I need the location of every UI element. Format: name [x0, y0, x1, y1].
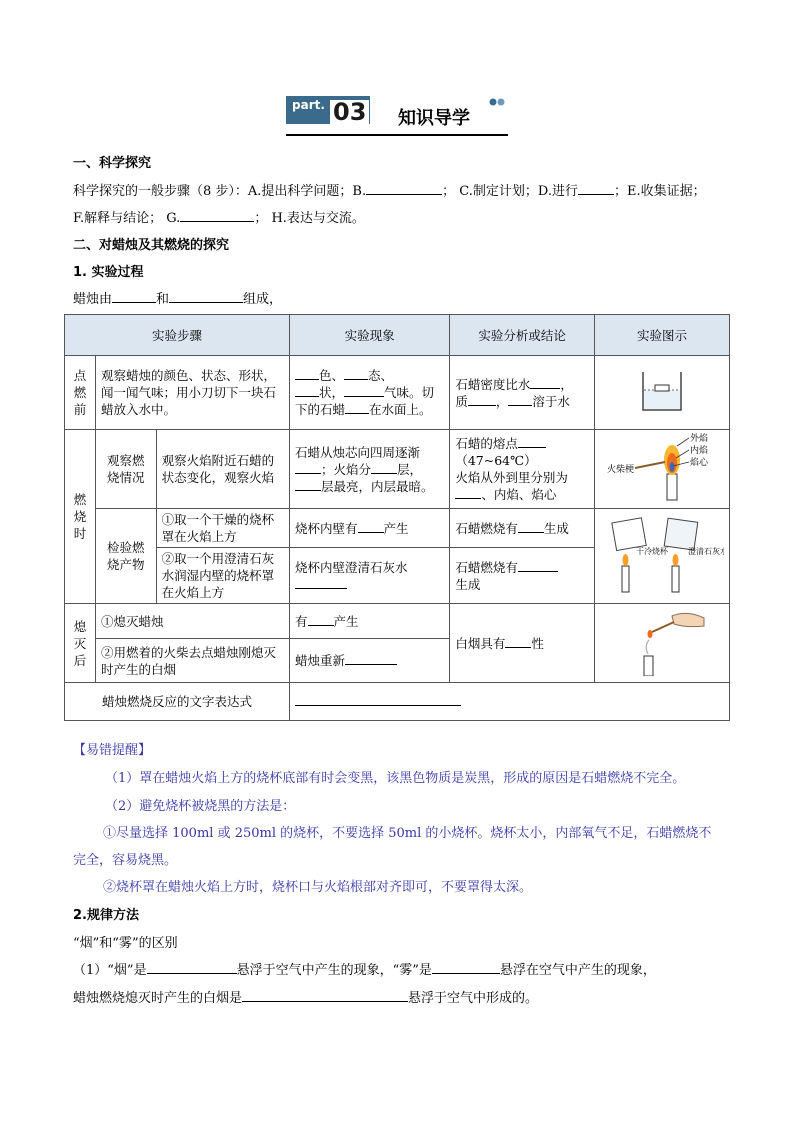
- text: 质: [455, 393, 468, 409]
- header-conclusion: 实验分析或结论: [450, 315, 595, 356]
- tips-p4: ②烧杯罩在蜡烛火焰上方时，烧杯口与火焰根部对齐即可，不要罩得太深。: [103, 880, 533, 895]
- steps-line-1: [73, 180, 706, 199]
- figure-cell: [594, 604, 729, 683]
- section-heading-2: 二、对蜡烛及其燃烧的探究: [73, 238, 230, 253]
- blank[interactable]: [518, 559, 558, 572]
- phenomenon-cell: [290, 548, 450, 604]
- phenomenon-cell: [290, 604, 450, 639]
- blank[interactable]: [358, 520, 384, 533]
- conclusion-cell: [450, 430, 595, 509]
- phenomenon-cell: [290, 430, 450, 509]
- text: 白烟具有: [455, 635, 506, 651]
- candle-composition: [73, 288, 282, 307]
- tips-p3b: 完全，容易烧黑。: [73, 853, 178, 868]
- step-cell: 观察蜡烛的颜色、状态、形状，闻一闻气味；用小刀切下一块石蜡放入水中。: [95, 356, 289, 430]
- smoke-fog-line-2: [73, 987, 538, 1006]
- text: 层，: [397, 461, 423, 477]
- blank[interactable]: [169, 290, 243, 303]
- text: 石蜡燃烧有: [455, 559, 518, 575]
- tips-p1: （1）罩在蜡烛火焰上方的烧杯底部有时会变黑，该黑色物质是炭黑，形成的原因是石蜡燃烧不完全。: [105, 771, 686, 786]
- label-limewater: 澄清石灰水: [687, 547, 724, 556]
- text: F.解释与结论； G.: [73, 211, 181, 226]
- conclusion-cell: [450, 356, 595, 430]
- blank[interactable]: [112, 290, 156, 303]
- blank[interactable]: [295, 576, 347, 589]
- text: 在水面上。: [369, 402, 432, 417]
- text: ，: [560, 376, 573, 392]
- blank[interactable]: [344, 367, 368, 380]
- blank[interactable]: [508, 393, 532, 406]
- text: 有: [295, 613, 308, 629]
- text: ； H.表达与交流。: [254, 211, 365, 226]
- text: 悬浮于空气中产生的现象，“雾”是: [236, 963, 432, 978]
- section-heading-3: 2.规律方法: [73, 908, 139, 923]
- phenomenon-cell: [290, 356, 450, 430]
- text: 石蜡燃烧有: [455, 520, 518, 536]
- relight-smoke-icon: [612, 606, 712, 676]
- blank[interactable]: [432, 961, 500, 974]
- tips-p2: （2）避免烧杯被烧黑的方法是：: [105, 799, 296, 814]
- text: 悬浮于空气中形成的。: [408, 991, 539, 1006]
- text: 科学探究的一般步骤（8 步）：A.提出科学问题；B.: [73, 184, 367, 199]
- blank[interactable]: [308, 613, 334, 626]
- part-number: 03: [330, 100, 369, 124]
- table-row: [65, 356, 730, 430]
- banner-underline: [286, 134, 508, 136]
- blank-b[interactable]: [366, 182, 442, 195]
- text: ；E.收集证据；: [613, 184, 706, 199]
- blank[interactable]: [505, 635, 531, 648]
- text: 气味。切下的石蜡: [295, 385, 435, 417]
- conclusion-cell: [450, 548, 595, 604]
- subheading-process: 1. 实验过程: [73, 265, 144, 280]
- beaker-water-icon: [637, 368, 687, 414]
- section-banner: [286, 96, 508, 138]
- text: 产生: [333, 613, 359, 629]
- text: 烧杯内壁有: [295, 520, 358, 536]
- text: 石蜡的熔点: [455, 436, 518, 451]
- blank-g[interactable]: [180, 209, 254, 222]
- label-outer: 外焰: [689, 434, 708, 444]
- text: 悬浮在空气中产生的现象，: [499, 963, 656, 978]
- table-row: [65, 683, 730, 721]
- equation-cell: [290, 683, 730, 721]
- text: 溶于水: [532, 393, 570, 409]
- table-row: [65, 509, 730, 548]
- text: ； C.制定计划；D.进行: [442, 184, 578, 199]
- text: 性: [531, 635, 544, 651]
- group-burning: 燃烧时: [65, 430, 96, 604]
- conclusion-cell: [450, 509, 595, 548]
- table-row: [65, 430, 730, 509]
- header-phenomenon: 实验现象: [290, 315, 450, 356]
- text: 、内焰、焰心: [481, 487, 557, 502]
- text: （1）“烟”是: [73, 963, 147, 978]
- text: 产生: [383, 520, 409, 536]
- text: 烧杯内壁澄清石灰水: [295, 559, 408, 575]
- banner-title: 知识导学: [398, 108, 470, 129]
- header-figure: 实验图示: [594, 315, 729, 356]
- figure-cell: [594, 356, 729, 430]
- label-inner: 内焰: [689, 446, 708, 456]
- flame-layers-icon: [607, 432, 717, 502]
- text: 生成: [455, 576, 481, 592]
- step-cell: ②取一个用澄清石灰水润湿内壁的烧杯罩在火焰上方: [156, 548, 289, 604]
- blank[interactable]: [345, 401, 369, 414]
- blank[interactable]: [468, 393, 496, 406]
- text: （47~64℃）: [455, 453, 537, 468]
- experiment-table: [64, 314, 730, 721]
- text: 色、: [319, 368, 345, 383]
- text: 生成: [543, 520, 569, 536]
- step-cell: ②用燃着的火柴去点蜡烛刚熄灭时产生的白烟: [95, 639, 289, 683]
- blank-equation[interactable]: [295, 693, 461, 706]
- equation-label: 蜡烛燃烧反应的文字表达式: [65, 683, 290, 721]
- text: ，: [495, 393, 509, 409]
- header-step: 实验步骤: [65, 315, 290, 356]
- blank[interactable]: [530, 376, 560, 389]
- figure-cell: [594, 430, 729, 509]
- blank[interactable]: [242, 989, 408, 1002]
- blank[interactable]: [518, 520, 544, 533]
- blank[interactable]: [147, 961, 237, 974]
- text: 态、: [368, 368, 394, 383]
- text: 状，: [319, 385, 345, 400]
- conclusion-cell: [450, 604, 595, 683]
- group-after: 熄灭后: [65, 604, 96, 683]
- text: 石蜡从烛芯向四周逐渐: [295, 444, 421, 460]
- text: 蜡烛燃烧熄灭时产生的白烟是: [73, 991, 243, 1006]
- blank[interactable]: [345, 652, 397, 665]
- text: ；火焰分: [321, 461, 372, 477]
- text: 层最亮，内层最暗。: [321, 478, 434, 494]
- blank[interactable]: [344, 384, 384, 397]
- phenomenon-cell: [290, 509, 450, 548]
- steps-line-2: [73, 207, 365, 226]
- step-cell: ①熄灭蜡烛: [95, 604, 289, 639]
- table-header-row: [65, 315, 730, 356]
- step-cell: ①取一个干燥的烧杯罩在火焰上方: [156, 509, 289, 548]
- phenomenon-cell: [290, 639, 450, 683]
- part-label: part.: [292, 98, 325, 112]
- sub-observe: 观察燃烧情况: [95, 430, 156, 509]
- group-before: 点燃前: [65, 356, 96, 430]
- smoke-fog-line-1: [73, 959, 656, 978]
- blank[interactable]: [295, 384, 319, 397]
- step-cell: 观察火焰附近石蜡的状态变化，观察火焰: [156, 430, 289, 509]
- blank-d[interactable]: [578, 182, 614, 195]
- text: 和: [156, 292, 170, 307]
- figure-cell: [594, 509, 729, 604]
- table-row: [65, 604, 730, 639]
- label-dry-beaker: 干冷烧杯: [635, 547, 668, 556]
- section-heading-1: 一、科学探究: [73, 156, 152, 171]
- label-stick: 火柴梗: [606, 465, 634, 475]
- label-core: 焰心: [689, 458, 708, 468]
- sub-products: 检验燃烧产物: [95, 509, 156, 604]
- smoke-fog-title: “烟”和“雾”的区别: [73, 936, 178, 951]
- blank[interactable]: [295, 461, 321, 474]
- text: 火焰从外到里分别为: [455, 470, 568, 485]
- blank[interactable]: [455, 486, 481, 499]
- beakers-over-candles-icon: [600, 514, 724, 594]
- decorative-dots-icon: [488, 96, 506, 108]
- text: 蜡烛由: [73, 292, 113, 307]
- blank[interactable]: [371, 461, 397, 474]
- text: 石蜡密度比水: [455, 376, 531, 392]
- text: 蜡烛重新: [295, 653, 346, 669]
- blank[interactable]: [518, 435, 546, 448]
- text: 组成，: [243, 292, 283, 307]
- blank[interactable]: [295, 367, 319, 380]
- tips-heading: 【易错提醒】: [73, 743, 152, 758]
- tips-p3a: ①尽量选择 100ml 或 250ml 的烧杯，不要选择 50ml 的小烧杯。烧杯太小，内部氧气不足，石蜡燃烧不: [103, 826, 712, 841]
- blank[interactable]: [295, 478, 321, 491]
